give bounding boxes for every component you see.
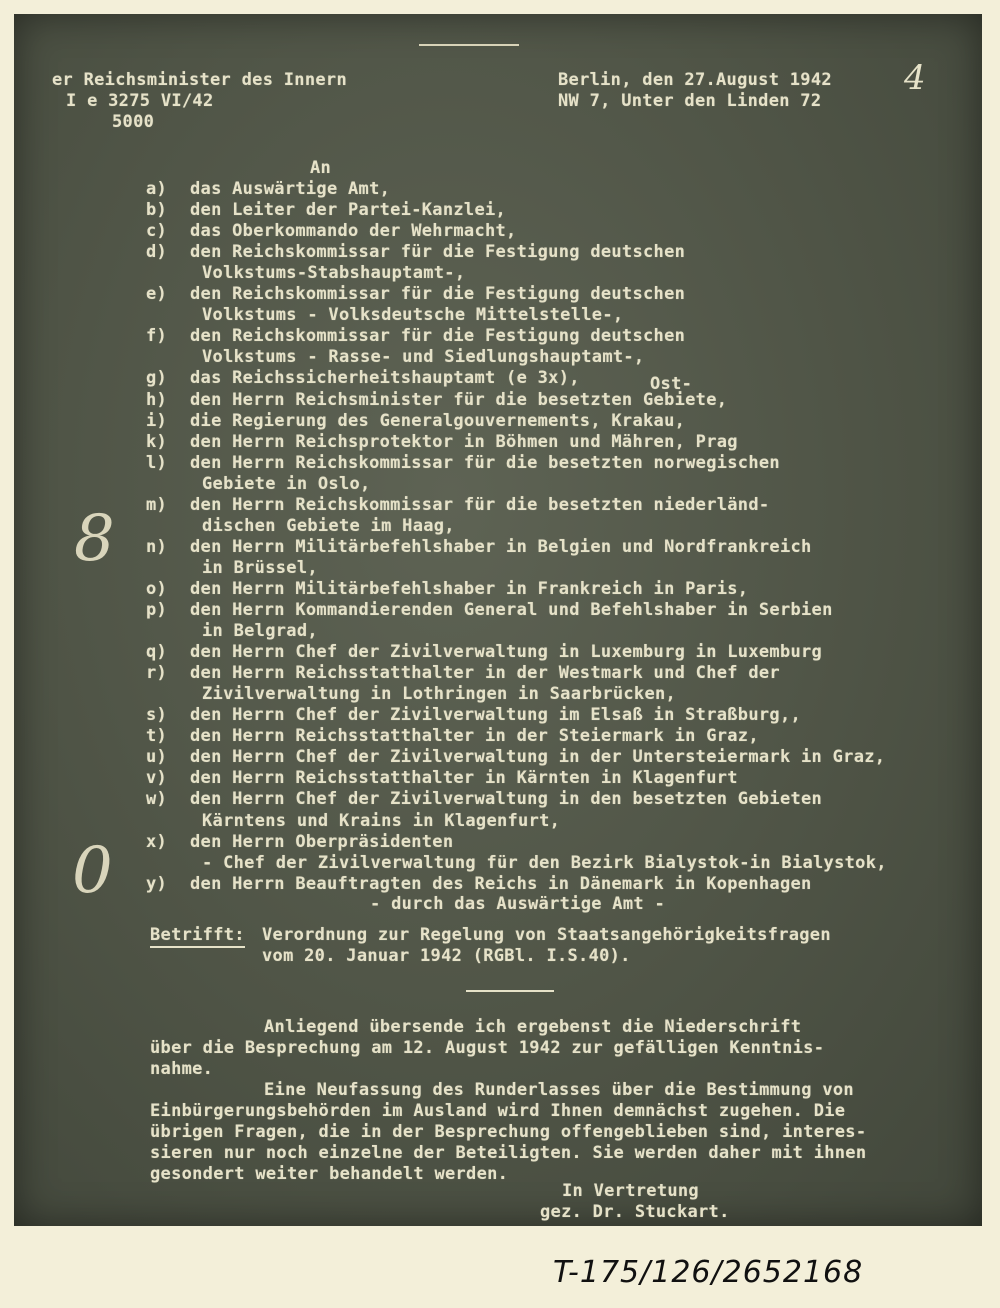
header-stamp-mark [419,30,519,46]
body-line-1: Anliegend übersende ich ergebenst die Niederschrift [264,1017,802,1037]
recipient-line: den Herrn Chef der Zivilverwaltung in den besetzten Gebieten [190,789,823,810]
body-line-6: übrigen Fragen, die in der Besprechung offengeblieben sind, interes- [150,1122,867,1142]
body-line-8: gesondert weiter behandelt werden. [150,1164,509,1184]
recipient-letter: b) [146,200,168,221]
recipient-line: den Reichskommissar für die Festigung deutschen [190,326,686,347]
recipient-letter: x) [146,831,168,852]
recipient-line: den Herrn Chef der Zivilverwaltung in der Untersteiermark in Graz, [190,747,886,768]
recipient-line: Volkstums-Stabshauptamt-, [202,263,466,284]
recipient-letter: d) [146,242,168,263]
recipient-line: den Herrn Chef der Zivilverwaltung in Luxemburg in Luxemburg [190,642,823,663]
routing-note: - durch das Auswärtige Amt - [370,894,665,914]
recipient-line: das Oberkommando der Wehrmacht, [190,221,517,242]
signature-line-2: gez. Dr. Stuckart. [540,1202,730,1222]
salutation: An [310,158,332,178]
recipient-letter: p) [146,600,168,620]
divider-line [466,990,554,992]
recipient-line: den Reichskommissar für die Festigung deutschen [190,284,686,305]
recipient-line: in Brüssel, [202,557,318,578]
recipient-line: den Herrn Militärbefehlshaber in Frankreich in Paris, [190,578,749,599]
signature-line-1: In Vertretung [562,1181,699,1201]
recipient-line: den Herrn Beauftragten des Reichs in Dänemark in Kopenhagen [190,873,812,894]
recipient-letter: l) [146,452,168,473]
recipient-letter: g) [146,368,168,389]
recipient-line: den Herrn Militärbefehlshaber in Belgien und Nordfrankreich [190,536,812,557]
archive-reference: T-175/126/2652168 [553,1255,864,1290]
recipient-line: den Herrn Reichsprotektor in Böhmen und Mähren, Prag [190,431,738,452]
recipient-line: den Herrn Reichsminister für die besetzten Gebiete, [190,389,728,410]
recipient-letter: w) [146,789,168,810]
recipient-line: den Herrn Reichskommissar für die besetzten niederländ- [190,494,770,515]
subject-label: Betrifft: [150,925,245,948]
margin-mark-lower: 0 [72,834,113,908]
recipient-letter: v) [146,768,168,789]
recipient-letter: e) [146,284,168,305]
margin-mark-upper: 8 [74,502,115,576]
recipient-line: die Regierung des Generalgouvernements, Krakau, [190,410,686,431]
recipient-line: Volkstums - Rasse- und Siedlungshauptamt-, [202,347,645,368]
recipient-line: den Herrn Kommandierenden General und Befehlshaber in Serbien [190,600,833,620]
recipient-letter: s) [146,705,168,726]
place-date: Berlin, den 27.August 1942 [558,70,832,90]
recipient-line: das Reichssicherheitshauptamt (e 3x), [190,368,580,389]
recipient-line: Kärntens und Krains in Klagenfurt, [202,810,561,831]
recipient-line: den Herrn Reichskommissar für die besetzten norwegischen [190,452,780,473]
recipient-line: das Auswärtige Amt, [190,179,391,199]
address: NW 7, Unter den Linden 72 [558,91,822,111]
body-line-4: Eine Neufassung des Runderlasses über die Bestimmung von [264,1080,854,1100]
recipient-letter: q) [146,642,168,663]
recipient-line: den Herrn Reichsstatthalter in Kärnten in Klagenfurt [190,768,738,789]
recipient-line: in Belgrad, [202,621,318,642]
recipient-letter: f) [146,326,168,347]
recipient-line: Gebiete in Oslo, [202,473,371,494]
recipient-letter: y) [146,873,168,894]
body-line-2: über die Besprechung am 12. August 1942 zur gefälligen Kenntnis- [150,1038,825,1058]
recipient-letter: h) [146,389,168,410]
page-number: 4 [904,58,926,98]
file-reference: I e 3275 VI/42 [66,91,214,111]
recipient-letter: a) [146,179,168,199]
subject-line-1: Verordnung zur Regelung von Staatsangehörigkeitsfragen [262,925,831,945]
recipient-line: den Herrn Reichsstatthalter in der Westmark und Chef der [190,663,780,684]
sender-line: er Reichsminister des Innern [52,70,347,90]
recipient-letter: r) [146,663,168,684]
recipient-line: den Leiter der Partei-Kanzlei, [190,200,507,221]
recipient-line: den Herrn Oberpräsidenten [190,831,454,852]
recipient-line: dischen Gebiete im Haag, [202,515,455,536]
recipient-line: Volkstums - Volksdeutsche Mittelstelle-, [202,305,624,326]
subject-line-2: vom 20. Januar 1942 (RGBl. I.S.40). [262,946,631,966]
body-line-7: sieren nur noch einzelne der Beteiligten. Sie werden daher mit ihnen [150,1143,867,1163]
recipient-line: den Reichskommissar für die Festigung deutschen [190,242,686,263]
recipient-line: Zivilverwaltung in Lothringen in Saarbrücken, [202,684,677,705]
handwritten-ost: Ost- [650,374,693,394]
recipient-letter: m) [146,494,168,515]
recipient-letter: n) [146,536,168,557]
recipient-line: den Herrn Reichsstatthalter in der Steiermark in Graz, [190,726,759,747]
reference-code: 5000 [112,112,155,132]
recipient-letter: c) [146,221,168,242]
document-sheet [14,14,982,1226]
recipient-letter: i) [146,410,168,431]
recipient-line: den Herrn Chef der Zivilverwaltung im Elsaß in Straßburg,, [190,705,802,726]
recipient-letter: t) [146,726,168,747]
recipient-line: - Chef der Zivilverwaltung für den Bezirk Bialystok-in Bialystok, [202,852,887,873]
body-line-5: Einbürgerungsbehörden im Ausland wird Ihnen demnächst zugehen. Die [150,1101,846,1121]
body-line-3: nahme. [150,1059,214,1079]
recipient-letter: k) [146,431,168,452]
recipient-letter: o) [146,578,168,599]
recipient-letter: u) [146,747,168,768]
